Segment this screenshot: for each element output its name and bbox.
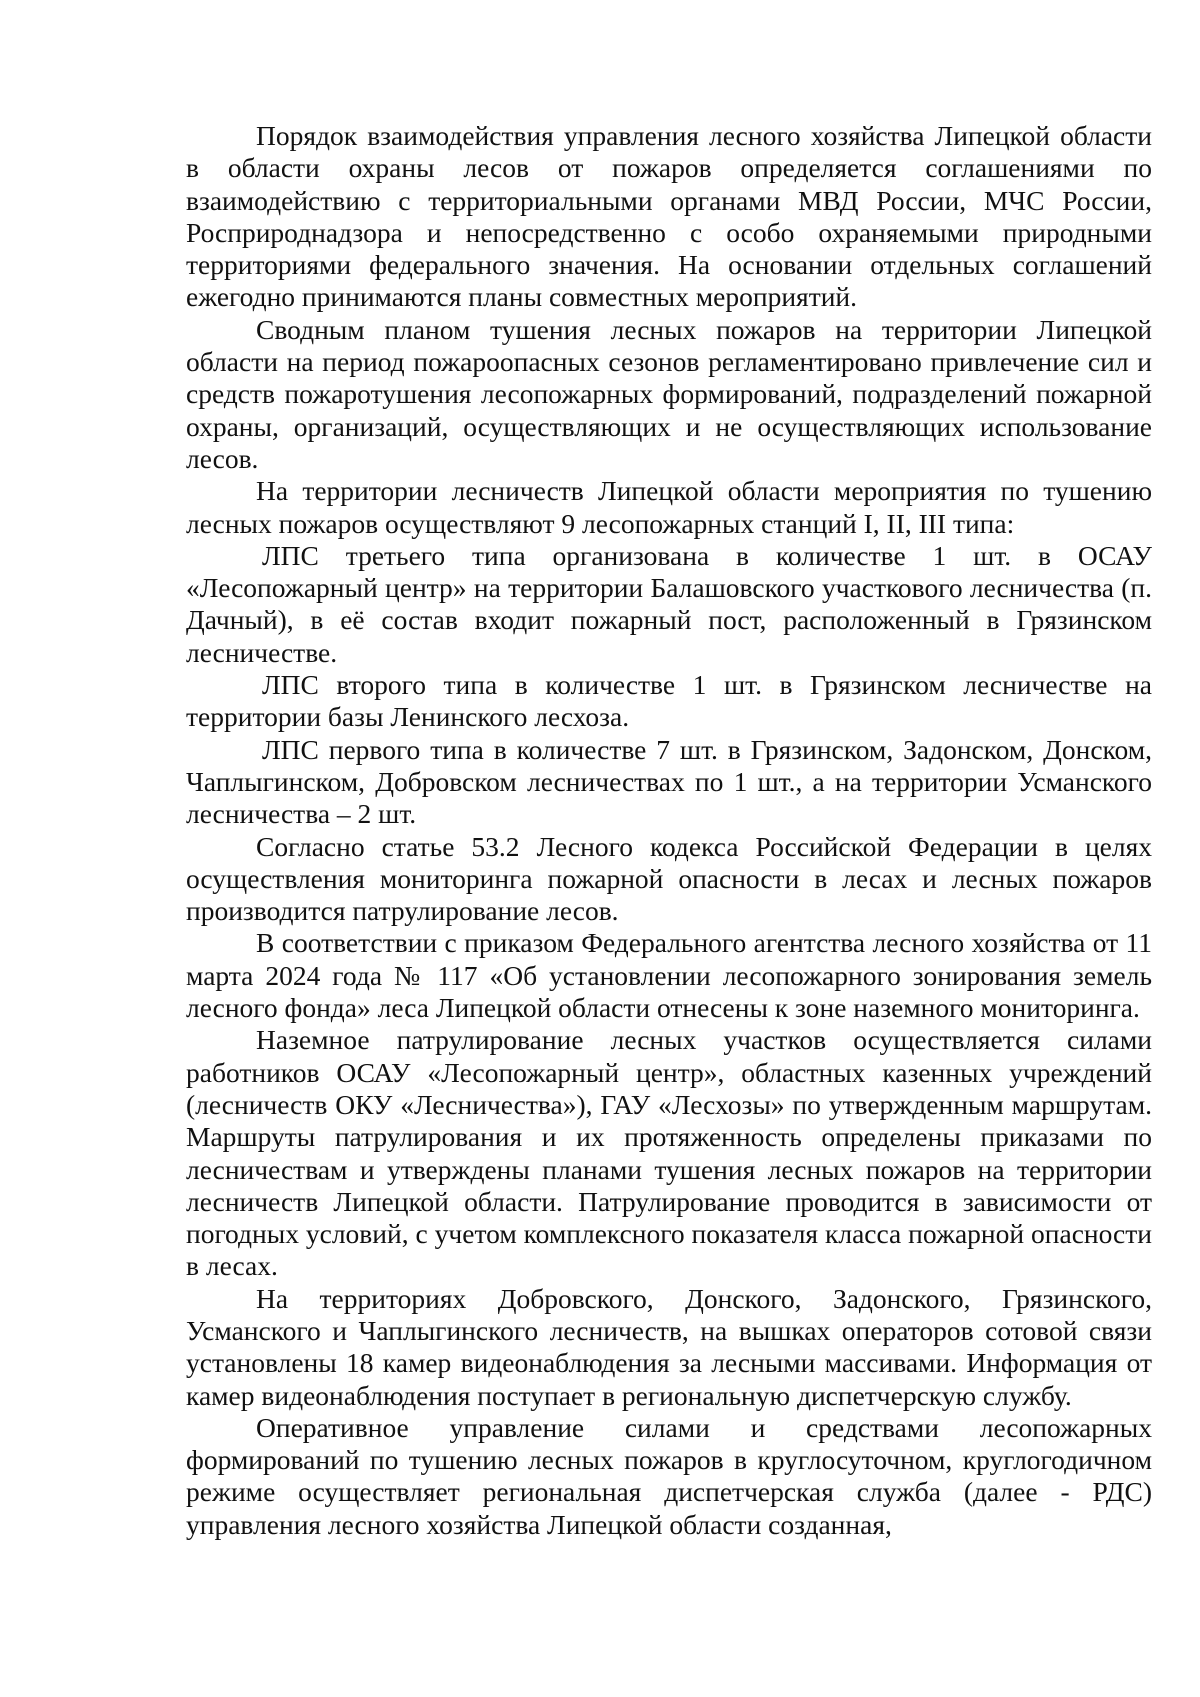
paragraph-video-cameras: На территориях Добровского, Донского, Задонского, Грязинского, Усманского и Чаплыгинского лесничеств, на вышках операторов сотовой связи установлены 18 камер видеонаблюдения за лесными массивами. Информация от камер видеонаблюдения поступает в региональную диспетчерскую службу. <box>186 1282 1152 1411</box>
paragraph-fire-suppression-plan: Сводным планом тушения лесных пожаров на территории Липецкой области на период пожароопасных сезонов регламентировано привлечение сил и средств пожаротушения лесопожарных формирований, подразделений пожарной охраны, организаций, осуществляющих и не осуществляющих использование лесов. <box>186 313 1152 474</box>
paragraph-lps-type-1: ЛПС первого типа в количестве 7 шт. в Грязинском, Задонском, Донском, Чаплыгинском, Добровском лесничествах по 1 шт., а на территории Усманского лесничества – 2 шт. <box>186 733 1152 830</box>
paragraph-interaction-procedure: Порядок взаимодействия управления лесного хозяйства Липецкой области в области охраны лесов от пожаров определяется соглашениями по взаимодействию с территориальными органами МВД России, МЧС России, Росприроднадзора и непосредственно с особо охраняемыми природными территориями федерального значения. На основании отдельных соглашений ежегодно принимаются планы совместных мероприятий. <box>186 120 1152 313</box>
paragraph-dispatch-service: Оперативное управление силами и средствами лесопожарных формирований по тушению лесных пожаров в круглосуточном, круглогодичном режиме осуществляет региональная диспетчерская служба (далее - РДС) управления лесного хозяйства Липецкой области созданная, <box>186 1411 1152 1540</box>
paragraph-fire-stations-overview: На территории лесничеств Липецкой области мероприятия по тушению лесных пожаров осуществляют 9 лесопожарных станций I, II, III типа: <box>186 475 1152 539</box>
paragraph-lps-type-3: ЛПС третьего типа организована в количестве 1 шт. в ОСАУ «Лесопожарный центр» на территории Балашовского участкового лесничества (п. Дачный), в её состав входит пожарный пост, расположенный в Грязинском лесничестве. <box>186 539 1152 668</box>
paragraph-lps-type-2: ЛПС второго типа в количестве 1 шт. в Грязинском лесничестве на территории базы Ленинского лесхоза. <box>186 669 1152 733</box>
document-body <box>186 120 1152 1541</box>
paragraph-forest-code-monitoring: Согласно статье 53.2 Лесного кодекса Российской Федерации в целях осуществления мониторинга пожарной опасности в лесах и лесных пожаров производится патрулирование лесов. <box>186 830 1152 927</box>
paragraph-ground-patrol: Наземное патрулирование лесных участков осуществляется силами работников ОСАУ «Лесопожарный центр», областных казенных учреждений (лесничеств ОКУ «Лесничества»), ГАУ «Лесхозы» по утвержденным маршрутам. Маршруты патрулирования и их протяженность определены приказами по лесничествам и утверждены планами тушения лесных пожаров на территории лесничеств Липецкой области. Патрулирование проводится в зависимости от погодных условий, с учетом комплексного показателя класса пожарной опасности в лесах. <box>186 1024 1152 1282</box>
paragraph-zoning-order: В соответствии с приказом Федерального агентства лесного хозяйства от 11 марта 2024 года № 117 «Об установлении лесопожарного зонирования земель лесного фонда» леса Липецкой области отнесены к зоне наземного мониторинга. <box>186 927 1152 1024</box>
